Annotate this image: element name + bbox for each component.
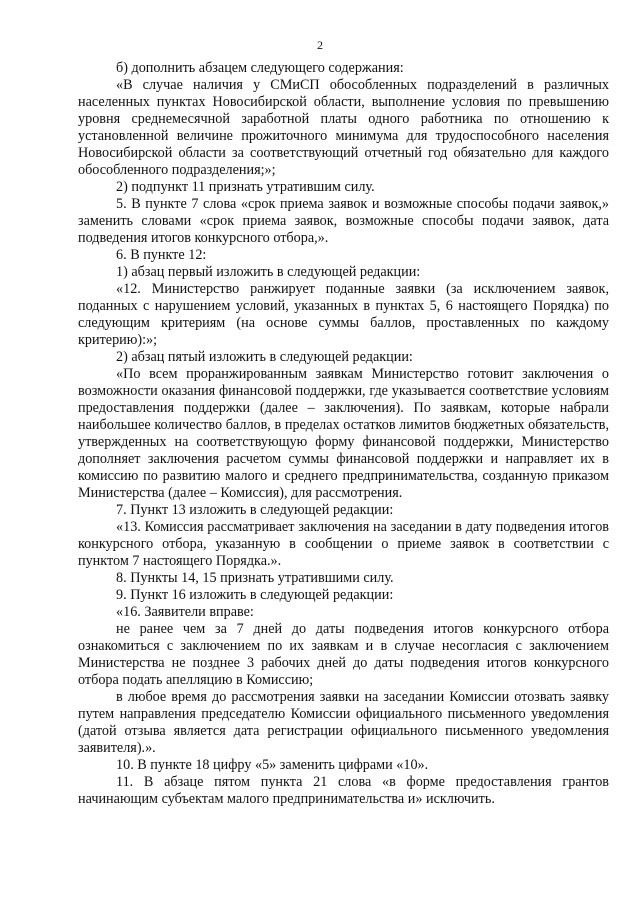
paragraph: «В случае наличия у СМиСП обособленных подразделений в различных населенных пунктах Новосибирской области, выполнение условия по превышению уровня среднемесячной заработной платы одного работника по отношению к установленной величине прожиточного минимума для трудоспособного населения Новосибирской области за соответствующий отчетный год обязательно для каждого обособленного подразделения;»; [78, 77, 609, 178]
paragraph: 6. В пункте 12: [116, 247, 207, 263]
paragraph: 8. Пункты 14, 15 признать утратившими силу. [116, 570, 394, 586]
paragraph: в любое время до рассмотрения заявки на заседании Комиссии отозвать заявку путем направления председателю Комиссии официального письменного уведомления (датой отзыва является дата регистрации официального письменного уведомления заявителя).». [78, 689, 609, 756]
paragraph: б) дополнить абзацем следующего содержания: [116, 60, 404, 76]
paragraph: 2) подпункт 11 признать утратившим силу. [116, 179, 375, 195]
paragraph: 5. В пункте 7 слова «срок приема заявок и возможные способы подачи заявок,» заменить словами «срок приема заявок, возможные способы подачи заявок, дата подведения итогов конкурсного отбора,». [78, 196, 609, 246]
paragraph: «13. Комиссия рассматривает заключения на заседании в дату подведения итогов конкурсного отбора, указанную в сообщении о приеме заявок в соответствии с пунктом 7 настоящего Порядка.». [78, 519, 609, 569]
document-body [78, 60, 609, 808]
paragraph: «12. Министерство ранжирует поданные заявки (за исключением заявок, поданных с нарушением условий, указанных в пунктах 5, 6 настоящего Порядка) по следующим критериям (на основе суммы баллов, проставленных по каждому критерию):»; [78, 281, 609, 348]
page-number: 2 [317, 38, 323, 52]
paragraph: «По всем проранжированным заявкам Министерство готовит заключения о возможности оказания финансовой поддержки, где указывается соответствие условиям предоставления поддержки (далее – заключения). По заявкам, которые набрали наибольшее количество баллов, в пределах остатков лимитов бюджетных обязательств, утвержденных на соответствующую форму финансовой поддержки, Министерство дополняет заключения расчетом суммы финансовой поддержки и направляет их в комиссию по развитию малого и среднего предпринимательства, созданную приказом Министерства (далее – Комиссия), для рассмотрения. [78, 366, 609, 501]
paragraph: 1) абзац первый изложить в следующей редакции: [116, 264, 421, 280]
paragraph: 2) абзац пятый изложить в следующей редакции: [116, 349, 413, 365]
paragraph: не ранее чем за 7 дней до даты подведения итогов конкурсного отбора ознакомиться с заключением по их заявкам и в случае несогласия с заключением Министерства не позднее 3 рабочих дней до даты подведения итогов конкурсного отбора подать апелляцию в Комиссию; [78, 621, 609, 688]
paragraph: 11. В абзаце пятом пункта 21 слова «в форме предоставления грантов начинающим субъектам малого предпринимательства и» исключить. [78, 774, 609, 807]
paragraph: 10. В пункте 18 цифру «5» заменить цифрами «10». [116, 757, 429, 773]
paragraph: 7. Пункт 13 изложить в следующей редакции: [116, 502, 394, 518]
paragraph: 9. Пункт 16 изложить в следующей редакции: [116, 587, 394, 603]
paragraph: «16. Заявители вправе: [116, 604, 254, 620]
